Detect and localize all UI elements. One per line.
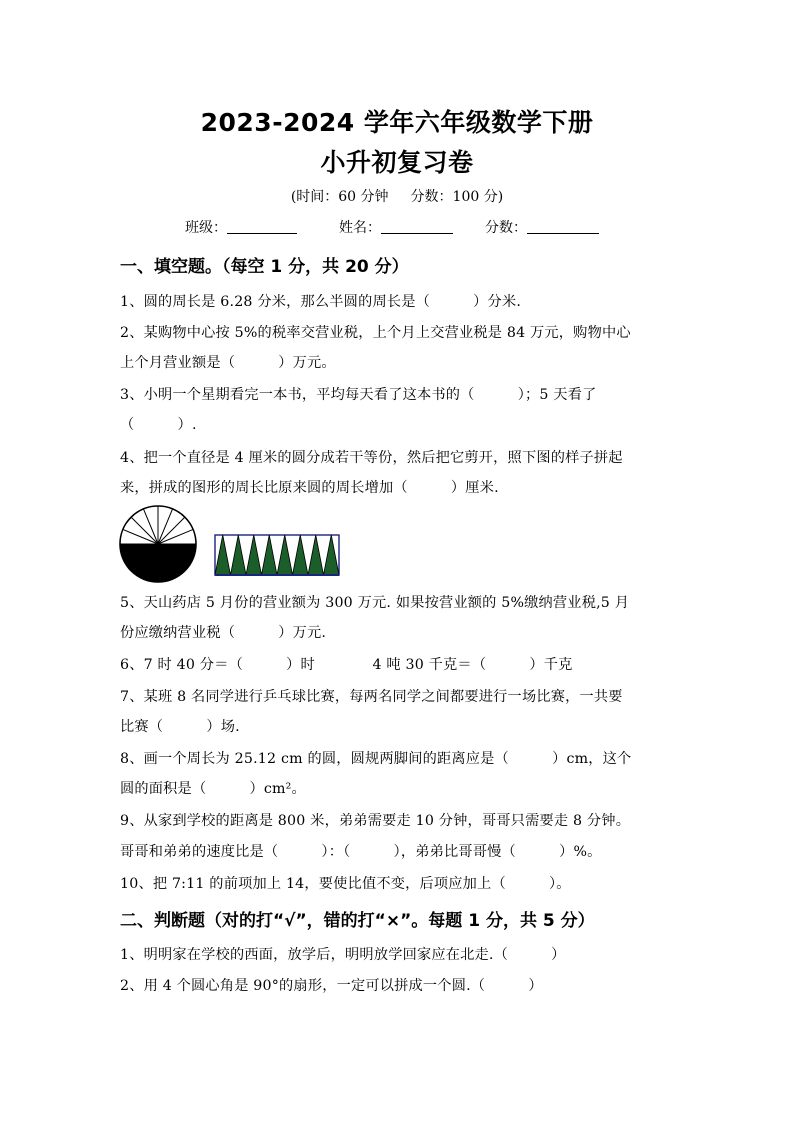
exam-meta bbox=[0, 186, 794, 206]
rearranged-strip-figure bbox=[214, 534, 340, 576]
question-line: 6、7 时 40 分＝（ ）时 4 吨 30 千克＝（ ）千克 bbox=[120, 657, 573, 673]
circle-bottom-half bbox=[120, 544, 196, 582]
question-line: 来，拼成的图形的周长比原来圆的周长增加（ ）厘米. bbox=[120, 480, 499, 496]
score-info: 分数：100 分) bbox=[410, 189, 504, 205]
question-line: 10、把 7:11 的前项加上 14，要使比值不变，后项应加上（ ）。 bbox=[120, 876, 571, 892]
circle-sector-line bbox=[158, 517, 185, 544]
score-label: 分数： bbox=[485, 220, 527, 236]
question-line: 5、天山药店 5 月份的营业额为 300 万元. 如果按营业额的 5%缴纳营业税,5 月 bbox=[120, 595, 630, 611]
question-line: 7、某班 8 名同学进行乒乓球比赛，每两名同学之间都要进行一场比赛，一共要 bbox=[120, 689, 623, 705]
question-line: （ ）. bbox=[120, 417, 197, 433]
question-line: 哥哥和弟弟的速度比是（ ）：（ ），弟弟比哥哥慢（ ）%。 bbox=[120, 844, 602, 860]
exam-title: 2023-2024 学年六年级数学下册 bbox=[200, 108, 594, 137]
question-line: 2、某购物中心按 5%的税率交营业税，上个月上交营业税是 84 万元，购物中心 bbox=[120, 325, 631, 341]
divided-circle-figure bbox=[118, 504, 198, 584]
exam-subtitle: 小升初复习卷 bbox=[320, 148, 474, 177]
section2-heading: 二、判断题（对的打“√”，错的打“×”。每题 1 分，共 5 分） bbox=[120, 911, 595, 931]
question-line: 上个月营业额是（ ）万元。 bbox=[120, 355, 336, 371]
question-line: 4、把一个直径是 4 厘米的圆分成若干等份，然后把它剪开，照下图的样子拼起 bbox=[120, 450, 623, 466]
question-line: 比赛（ ）场. bbox=[120, 719, 240, 735]
question-line: 3、小明一个星期看完一本书，平均每天看了这本书的（ ）；5 天看了 bbox=[120, 387, 597, 403]
question-line: 2、用 4 个圆心角是 90°的扇形，一定可以拼成一个圆.（ ） bbox=[120, 978, 543, 994]
circle-sector-line bbox=[131, 517, 158, 544]
question-line: 份应缴纳营业税（ ）万元. bbox=[120, 625, 327, 641]
time-info: (时间：60 分钟 bbox=[290, 189, 389, 205]
name-label: 姓名： bbox=[339, 220, 381, 236]
name-blank bbox=[381, 219, 453, 234]
question-line: 8、画一个周长为 25.12 cm 的圆，圆规两脚间的距离应是（ ）cm，这个 bbox=[120, 751, 632, 767]
section1-heading: 一、填空题。（每空 1 分，共 20 分） bbox=[120, 257, 409, 277]
student-info-row bbox=[185, 217, 599, 237]
score-blank bbox=[527, 219, 599, 234]
question-line: 1、明明家在学校的西面，放学后，明明放学回家应在北走.（ ） bbox=[120, 947, 566, 963]
class-blank bbox=[227, 219, 297, 234]
question-line: 1、圆的周长是 6.28 分米，那么半圆的周长是（ ）分米. bbox=[120, 294, 522, 310]
question-line: 圆的面积是（ ）cm²。 bbox=[120, 781, 306, 797]
question-line: 9、从家到学校的距离是 800 米，弟弟需要走 10 分钟，哥哥只需要走 8 分钟。 bbox=[120, 813, 631, 829]
class-label: 班级： bbox=[185, 220, 227, 236]
